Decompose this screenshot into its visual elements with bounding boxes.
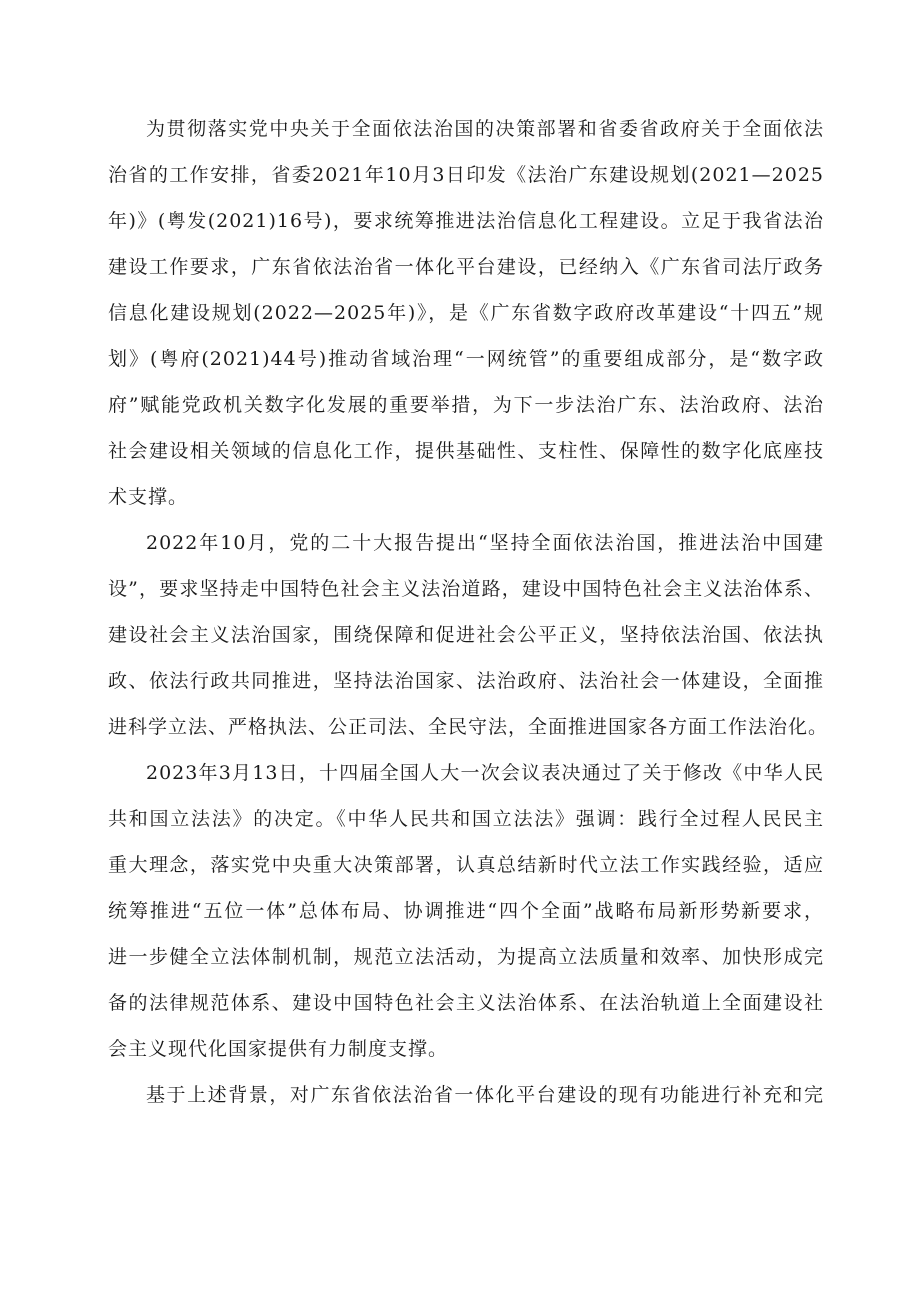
text-line: 信息化建设规划(2022—2025年)》，是《广东省数字政府改革建设“十四五”规 bbox=[108, 302, 824, 324]
text-line: 术支撑。 bbox=[108, 486, 189, 508]
paragraph-1 bbox=[108, 106, 824, 520]
text-line: 划》(粤府(2021)44号)推动省域治理“一网统管”的重要组成部分，是“数字政 bbox=[108, 348, 824, 370]
text-line: 为贯彻落实党中央关于全面依法治国的决策部署和省委省政府关于全面依法 bbox=[146, 118, 824, 140]
text-line: 备的法律规范体系、建设中国特色社会主义法治体系、在法治轨道上全面建设社 bbox=[108, 992, 824, 1014]
text-line: 政、依法行政共同推进，坚持法治国家、法治政府、法治社会一体建设，全面推 bbox=[108, 670, 824, 692]
document-body bbox=[108, 106, 829, 1118]
text-line: 2022年10月，党的二十大报告提出“坚持全面依法治国，推进法治中国建 bbox=[146, 532, 824, 554]
text-line: 建设工作要求，广东省依法治省一体化平台建设，已经纳入《广东省司法厅政务 bbox=[108, 256, 824, 278]
text-line: 治省的工作安排，省委2021年10月3日印发《法治广东建设规划(2021—2025 bbox=[108, 164, 824, 186]
text-line: 共和国立法法》的决定。《中华人民共和国立法法》强调：践行全过程人民民主 bbox=[108, 808, 824, 830]
text-line: 社会建设相关领域的信息化工作，提供基础性、支柱性、保障性的数字化底座技 bbox=[108, 440, 824, 462]
text-line: 设”，要求坚持走中国特色社会主义法治道路，建设中国特色社会主义法治体系、 bbox=[108, 578, 824, 600]
text-line: 基于上述背景，对广东省依法治省一体化平台建设的现有功能进行补充和完 bbox=[146, 1084, 824, 1106]
text-line: 进科学立法、严格执法、公正司法、全民守法，全面推进国家各方面工作法治化。 bbox=[108, 716, 829, 738]
text-line: 统筹推进“五位一体”总体布局、协调推进“四个全面”战略布局新形势新要求， bbox=[108, 900, 824, 922]
text-line: 会主义现代化国家提供有力制度支撑。 bbox=[108, 1038, 449, 1060]
text-line: 建设社会主义法治国家，围绕保障和促进社会公平正义，坚持依法治国、依法执 bbox=[108, 624, 824, 646]
text-line: 重大理念，落实党中央重大决策部署，认真总结新时代立法工作实践经验，适应 bbox=[108, 854, 824, 876]
paragraph-3 bbox=[108, 750, 824, 1072]
text-line: 进一步健全立法体制机制，规范立法活动，为提高立法质量和效率、加快形成完 bbox=[108, 946, 824, 968]
text-line: 府”赋能党政机关数字化发展的重要举措，为下一步法治广东、法治政府、法治 bbox=[108, 394, 824, 416]
text-line: 2023年3月13日，十四届全国人大一次会议表决通过了关于修改《中华人民 bbox=[146, 762, 824, 784]
text-line: 年)》(粤发(2021)16号)，要求统筹推进法治信息化工程建设。立足于我省法治 bbox=[108, 210, 824, 232]
paragraph-4 bbox=[108, 1072, 824, 1118]
paragraph-2 bbox=[108, 520, 829, 750]
